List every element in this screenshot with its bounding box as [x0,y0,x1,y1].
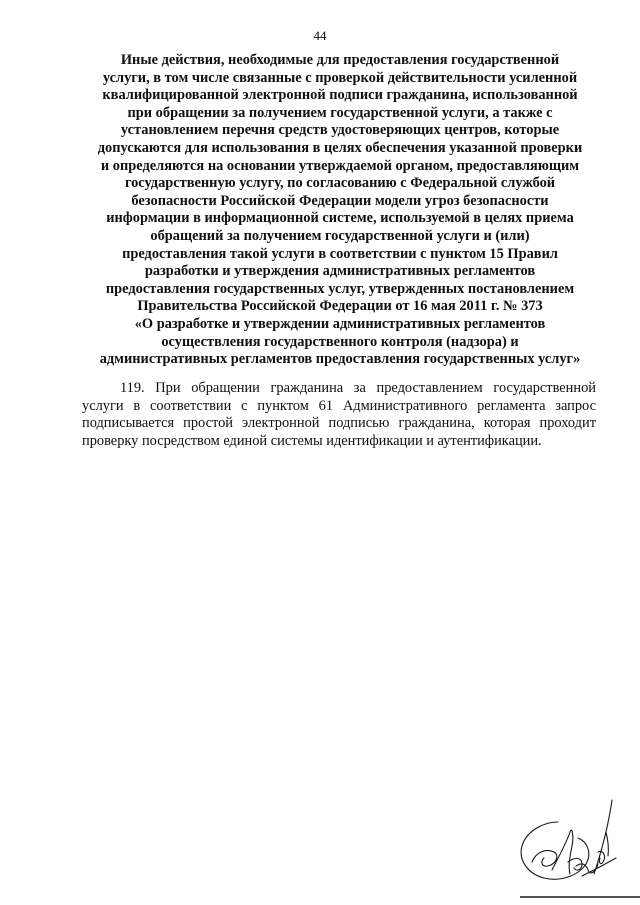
paragraph-119 [82,380,596,450]
paragraph-line: услуги в соответствии с пунктом 61 Административного регламента запрос [82,397,596,414]
heading-line: безопасности Российской Федерации модели угроз безопасности [131,192,549,209]
paragraph-line: подписывается простой электронной подписью гражданина, которая проходит [82,415,596,432]
heading-line: информации в информационной системе, используемой в целях приема [106,210,574,227]
scan-edge-line [520,896,640,898]
heading-line: услуги, в том числе связанные с проверкой действительности усиленной [102,69,578,86]
heading-line: государственную услугу, по согласованию с Федеральной службой [124,175,556,192]
heading-line: Правительства Российской Федерации от 16 мая 2011 г. № 373 [137,298,543,315]
heading-line: «О разработке и утверждении административных регламентов [134,315,546,332]
page-number: 44 [313,28,327,43]
heading-line: Иные действия, необходимые для предоставления государственной [120,52,560,68]
section-heading [82,52,598,369]
heading-line: при обращении за получением государственной услуги, а также с [127,104,553,121]
heading-line: установлением перечня средств удостоверяющих центров, которые [120,122,560,139]
heading-line: осуществления государственного контроля (надзора) и [161,333,519,350]
heading-line: предоставления государственных услуг, утвержденных постановлением [105,280,575,297]
handwritten-signature-icon [512,792,624,892]
heading-line: допускаются для использования в целях обеспечения указанной проверки [97,139,583,156]
heading-line: административных регламентов предоставления государственных услуг» [99,351,581,368]
heading-line: предоставления такой услуги в соответствии с пунктом 15 Правил [122,245,558,262]
paragraph-line: проверку посредством единой системы идентификации и аутентификации. [82,432,542,449]
heading-line: обращений за получением государственной услуги и (или) [150,227,530,244]
heading-line: квалифицированной электронной подписи гражданина, использованной [102,87,578,104]
heading-line: разработки и утверждения административных регламентов [144,263,536,280]
heading-line: и определяются на основании утверждаемой органом, предоставляющим [100,157,580,174]
paragraph-line: 119. При обращении гражданина за предоставлением государственной [120,380,596,396]
